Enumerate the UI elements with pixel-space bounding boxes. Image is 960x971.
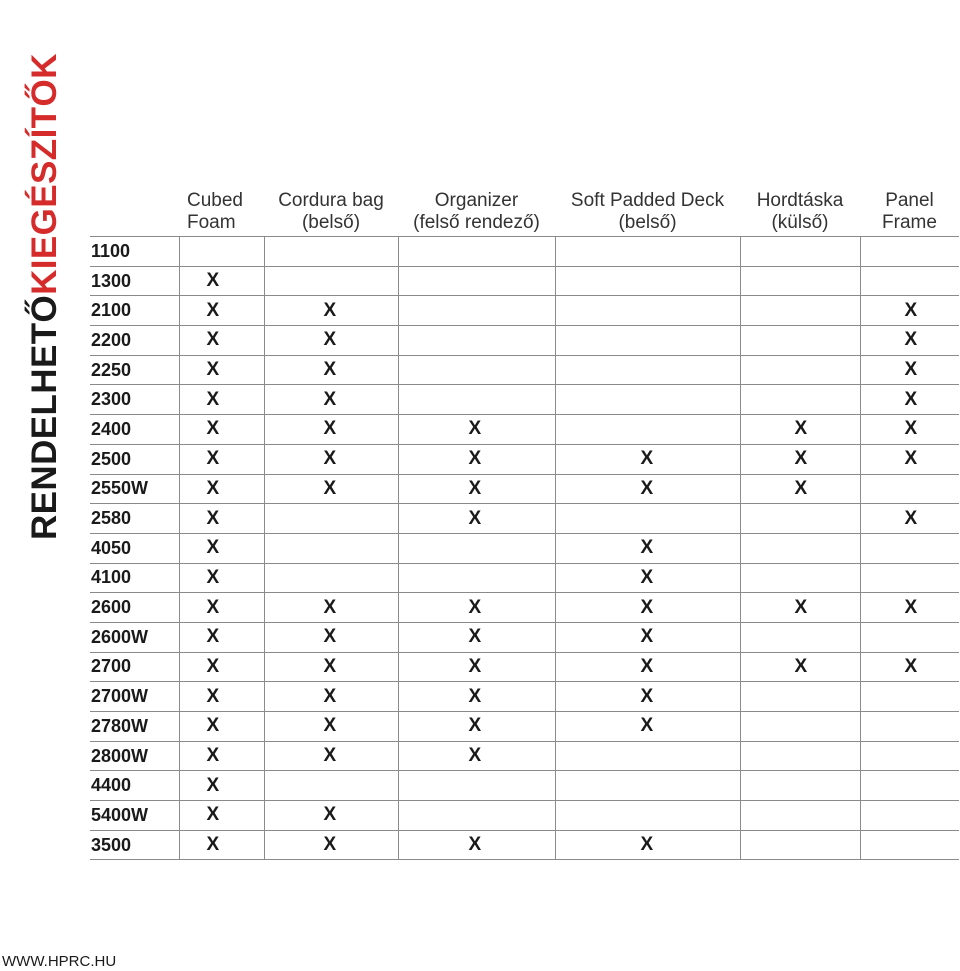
availability-cell xyxy=(264,830,398,860)
availability-cell xyxy=(264,593,398,623)
availability-cell xyxy=(860,593,959,623)
availability-cell xyxy=(740,504,860,534)
availability-cell xyxy=(398,652,555,682)
model-cell: 2580 xyxy=(90,504,179,534)
availability-cell xyxy=(179,385,264,415)
availability-mark: X xyxy=(206,745,220,767)
availability-cell xyxy=(740,593,860,623)
availability-cell xyxy=(740,266,860,296)
header-row xyxy=(90,188,959,237)
column-header: Cubed Foam xyxy=(179,188,264,237)
availability-mark: X xyxy=(640,566,654,588)
table-row xyxy=(90,593,959,623)
availability-cell xyxy=(740,385,860,415)
model-cell: 2300 xyxy=(90,385,179,415)
table-row xyxy=(90,355,959,385)
availability-mark: X xyxy=(206,270,220,292)
table-row xyxy=(90,444,959,474)
availability-mark: X xyxy=(323,834,337,856)
availability-cell xyxy=(555,355,740,385)
availability-mark: X xyxy=(323,477,337,499)
availability-cell xyxy=(860,444,959,474)
availability-cell xyxy=(179,296,264,326)
availability-cell xyxy=(740,741,860,771)
availability-cell xyxy=(179,563,264,593)
availability-mark: X xyxy=(468,745,482,767)
availability-cell xyxy=(555,682,740,712)
table-row xyxy=(90,415,959,445)
availability-mark: X xyxy=(206,626,220,648)
footer-url: WWW.HPRC.HU xyxy=(2,953,117,970)
availability-cell xyxy=(179,474,264,504)
availability-cell xyxy=(740,296,860,326)
availability-mark: X xyxy=(794,596,808,618)
availability-cell xyxy=(555,237,740,267)
availability-mark: X xyxy=(323,804,337,826)
availability-cell xyxy=(179,712,264,742)
availability-mark: X xyxy=(640,685,654,707)
availability-cell xyxy=(740,771,860,801)
availability-cell xyxy=(740,444,860,474)
accessories-table xyxy=(90,188,959,860)
model-cell: 2550W xyxy=(90,474,179,504)
availability-cell xyxy=(398,712,555,742)
column-header: Organizer (felső rendező) xyxy=(398,188,555,237)
availability-cell xyxy=(398,415,555,445)
availability-mark: X xyxy=(904,655,918,677)
table-row xyxy=(90,237,959,267)
availability-cell xyxy=(179,504,264,534)
availability-mark: X xyxy=(323,448,337,470)
model-cell: 2400 xyxy=(90,415,179,445)
availability-cell xyxy=(398,771,555,801)
availability-mark: X xyxy=(468,507,482,529)
availability-cell xyxy=(740,801,860,831)
availability-cell xyxy=(555,415,740,445)
availability-cell xyxy=(264,296,398,326)
availability-cell xyxy=(179,622,264,652)
model-cell: 5400W xyxy=(90,801,179,831)
availability-cell xyxy=(860,237,959,267)
availability-cell xyxy=(555,712,740,742)
availability-mark: X xyxy=(640,626,654,648)
availability-mark: X xyxy=(468,655,482,677)
availability-cell xyxy=(740,237,860,267)
availability-cell xyxy=(264,533,398,563)
availability-cell xyxy=(398,296,555,326)
availability-cell xyxy=(398,266,555,296)
table-row xyxy=(90,563,959,593)
availability-cell xyxy=(264,652,398,682)
availability-cell xyxy=(264,474,398,504)
availability-mark: X xyxy=(904,448,918,470)
availability-mark: X xyxy=(468,715,482,737)
availability-mark: X xyxy=(468,448,482,470)
availability-mark: X xyxy=(904,596,918,618)
availability-mark: X xyxy=(323,299,337,321)
availability-mark: X xyxy=(206,477,220,499)
availability-cell xyxy=(860,415,959,445)
availability-cell xyxy=(860,712,959,742)
availability-cell xyxy=(860,533,959,563)
availability-cell xyxy=(398,563,555,593)
availability-cell xyxy=(555,741,740,771)
column-header: Hordtáska (külső) xyxy=(740,188,860,237)
availability-cell xyxy=(860,296,959,326)
table-row xyxy=(90,474,959,504)
availability-mark: X xyxy=(794,418,808,440)
availability-mark: X xyxy=(206,329,220,351)
availability-cell xyxy=(398,504,555,534)
availability-cell xyxy=(264,385,398,415)
availability-cell xyxy=(860,504,959,534)
availability-mark: X xyxy=(206,655,220,677)
availability-mark: X xyxy=(206,507,220,529)
table-row xyxy=(90,712,959,742)
model-cell: 2700 xyxy=(90,652,179,682)
availability-mark: X xyxy=(206,448,220,470)
availability-cell xyxy=(860,622,959,652)
availability-cell xyxy=(179,533,264,563)
side-title xyxy=(22,53,68,540)
availability-cell xyxy=(860,801,959,831)
table-row xyxy=(90,771,959,801)
availability-mark: X xyxy=(323,418,337,440)
availability-cell xyxy=(179,326,264,356)
availability-mark: X xyxy=(206,715,220,737)
availability-cell xyxy=(740,622,860,652)
availability-cell xyxy=(860,563,959,593)
column-header: Cordura bag (belső) xyxy=(264,188,398,237)
availability-cell xyxy=(179,237,264,267)
model-cell: 2600 xyxy=(90,593,179,623)
availability-mark: X xyxy=(206,537,220,559)
availability-cell xyxy=(398,830,555,860)
availability-mark: X xyxy=(206,299,220,321)
model-cell: 4050 xyxy=(90,533,179,563)
availability-cell xyxy=(264,444,398,474)
model-cell: 2200 xyxy=(90,326,179,356)
availability-mark: X xyxy=(323,329,337,351)
availability-cell xyxy=(398,326,555,356)
availability-cell xyxy=(264,801,398,831)
availability-cell xyxy=(264,563,398,593)
availability-cell xyxy=(264,504,398,534)
side-title-red: KIEGÉSZÍTŐK xyxy=(25,53,64,295)
availability-cell xyxy=(179,444,264,474)
availability-cell xyxy=(179,593,264,623)
model-cell: 2250 xyxy=(90,355,179,385)
availability-cell xyxy=(860,266,959,296)
table-row xyxy=(90,326,959,356)
availability-cell xyxy=(860,682,959,712)
table-row xyxy=(90,830,959,860)
availability-cell xyxy=(740,474,860,504)
availability-cell xyxy=(179,801,264,831)
availability-cell xyxy=(860,355,959,385)
availability-cell xyxy=(179,652,264,682)
availability-mark: X xyxy=(904,299,918,321)
model-cell: 3500 xyxy=(90,830,179,860)
availability-mark: X xyxy=(794,655,808,677)
availability-cell xyxy=(398,801,555,831)
availability-cell xyxy=(264,415,398,445)
availability-cell xyxy=(740,682,860,712)
availability-mark: X xyxy=(323,596,337,618)
availability-cell xyxy=(398,682,555,712)
model-cell: 1300 xyxy=(90,266,179,296)
model-header xyxy=(90,188,179,237)
availability-cell xyxy=(740,652,860,682)
availability-cell xyxy=(179,355,264,385)
table-row xyxy=(90,533,959,563)
availability-mark: X xyxy=(904,388,918,410)
table-row xyxy=(90,652,959,682)
availability-cell xyxy=(740,563,860,593)
column-header: Panel Frame xyxy=(860,188,959,237)
availability-cell xyxy=(860,652,959,682)
availability-cell xyxy=(860,385,959,415)
model-cell: 2500 xyxy=(90,444,179,474)
availability-cell xyxy=(179,415,264,445)
availability-mark: X xyxy=(468,685,482,707)
availability-mark: X xyxy=(206,388,220,410)
availability-cell xyxy=(398,385,555,415)
availability-cell xyxy=(398,593,555,623)
model-cell: 1100 xyxy=(90,237,179,267)
availability-mark: X xyxy=(640,448,654,470)
availability-cell xyxy=(555,504,740,534)
availability-cell xyxy=(179,266,264,296)
availability-cell xyxy=(860,771,959,801)
availability-cell xyxy=(555,533,740,563)
availability-cell xyxy=(555,266,740,296)
availability-cell xyxy=(555,593,740,623)
availability-mark: X xyxy=(206,834,220,856)
availability-mark: X xyxy=(468,418,482,440)
availability-cell xyxy=(555,296,740,326)
availability-cell xyxy=(555,622,740,652)
availability-cell xyxy=(264,326,398,356)
availability-cell xyxy=(555,801,740,831)
availability-cell xyxy=(179,682,264,712)
table-row xyxy=(90,296,959,326)
availability-mark: X xyxy=(640,834,654,856)
availability-mark: X xyxy=(206,566,220,588)
availability-cell xyxy=(555,474,740,504)
availability-mark: X xyxy=(640,655,654,677)
availability-cell xyxy=(740,712,860,742)
availability-mark: X xyxy=(206,596,220,618)
availability-cell xyxy=(179,741,264,771)
table-row xyxy=(90,682,959,712)
availability-cell xyxy=(555,326,740,356)
availability-cell xyxy=(740,326,860,356)
availability-cell xyxy=(398,237,555,267)
availability-mark: X xyxy=(323,745,337,767)
availability-cell xyxy=(860,474,959,504)
availability-cell xyxy=(860,741,959,771)
availability-cell xyxy=(398,355,555,385)
side-title-black: RENDELHETŐ xyxy=(25,294,64,540)
availability-mark: X xyxy=(640,715,654,737)
availability-cell xyxy=(555,444,740,474)
availability-cell xyxy=(179,830,264,860)
availability-cell xyxy=(740,355,860,385)
table-row xyxy=(90,385,959,415)
availability-mark: X xyxy=(468,596,482,618)
availability-mark: X xyxy=(323,715,337,737)
availability-mark: X xyxy=(904,507,918,529)
availability-mark: X xyxy=(323,359,337,381)
availability-cell xyxy=(264,682,398,712)
model-cell: 2600W xyxy=(90,622,179,652)
availability-cell xyxy=(740,533,860,563)
availability-cell xyxy=(264,237,398,267)
availability-mark: X xyxy=(904,329,918,351)
model-cell: 4400 xyxy=(90,771,179,801)
availability-cell xyxy=(398,474,555,504)
model-cell: 2100 xyxy=(90,296,179,326)
availability-cell xyxy=(555,385,740,415)
availability-mark: X xyxy=(468,834,482,856)
availability-cell xyxy=(555,771,740,801)
availability-cell xyxy=(555,563,740,593)
availability-mark: X xyxy=(206,418,220,440)
availability-mark: X xyxy=(794,477,808,499)
table-row xyxy=(90,504,959,534)
availability-cell xyxy=(860,326,959,356)
availability-mark: X xyxy=(323,388,337,410)
availability-cell xyxy=(398,533,555,563)
availability-mark: X xyxy=(206,359,220,381)
availability-mark: X xyxy=(206,774,220,796)
availability-cell xyxy=(740,415,860,445)
availability-mark: X xyxy=(468,477,482,499)
availability-mark: X xyxy=(640,477,654,499)
availability-mark: X xyxy=(640,596,654,618)
availability-mark: X xyxy=(640,537,654,559)
availability-cell xyxy=(555,830,740,860)
table-row xyxy=(90,622,959,652)
availability-cell xyxy=(179,771,264,801)
availability-mark: X xyxy=(904,418,918,440)
model-cell: 2700W xyxy=(90,682,179,712)
column-header: Soft Padded Deck (belső) xyxy=(555,188,740,237)
table-row xyxy=(90,801,959,831)
availability-mark: X xyxy=(323,655,337,677)
availability-cell xyxy=(264,266,398,296)
model-cell: 4100 xyxy=(90,563,179,593)
availability-mark: X xyxy=(904,359,918,381)
table-row xyxy=(90,266,959,296)
availability-cell xyxy=(264,622,398,652)
availability-cell xyxy=(740,830,860,860)
availability-cell xyxy=(264,771,398,801)
table-row xyxy=(90,741,959,771)
availability-mark: X xyxy=(323,626,337,648)
table-body xyxy=(90,237,959,860)
availability-cell xyxy=(398,444,555,474)
availability-cell xyxy=(398,741,555,771)
availability-cell xyxy=(860,830,959,860)
availability-mark: X xyxy=(206,685,220,707)
availability-mark: X xyxy=(794,448,808,470)
availability-cell xyxy=(398,622,555,652)
model-cell: 2780W xyxy=(90,712,179,742)
availability-mark: X xyxy=(323,685,337,707)
model-cell: 2800W xyxy=(90,741,179,771)
availability-cell xyxy=(264,741,398,771)
availability-cell xyxy=(264,712,398,742)
availability-cell xyxy=(555,652,740,682)
availability-cell xyxy=(264,355,398,385)
availability-mark: X xyxy=(206,804,220,826)
availability-mark: X xyxy=(468,626,482,648)
